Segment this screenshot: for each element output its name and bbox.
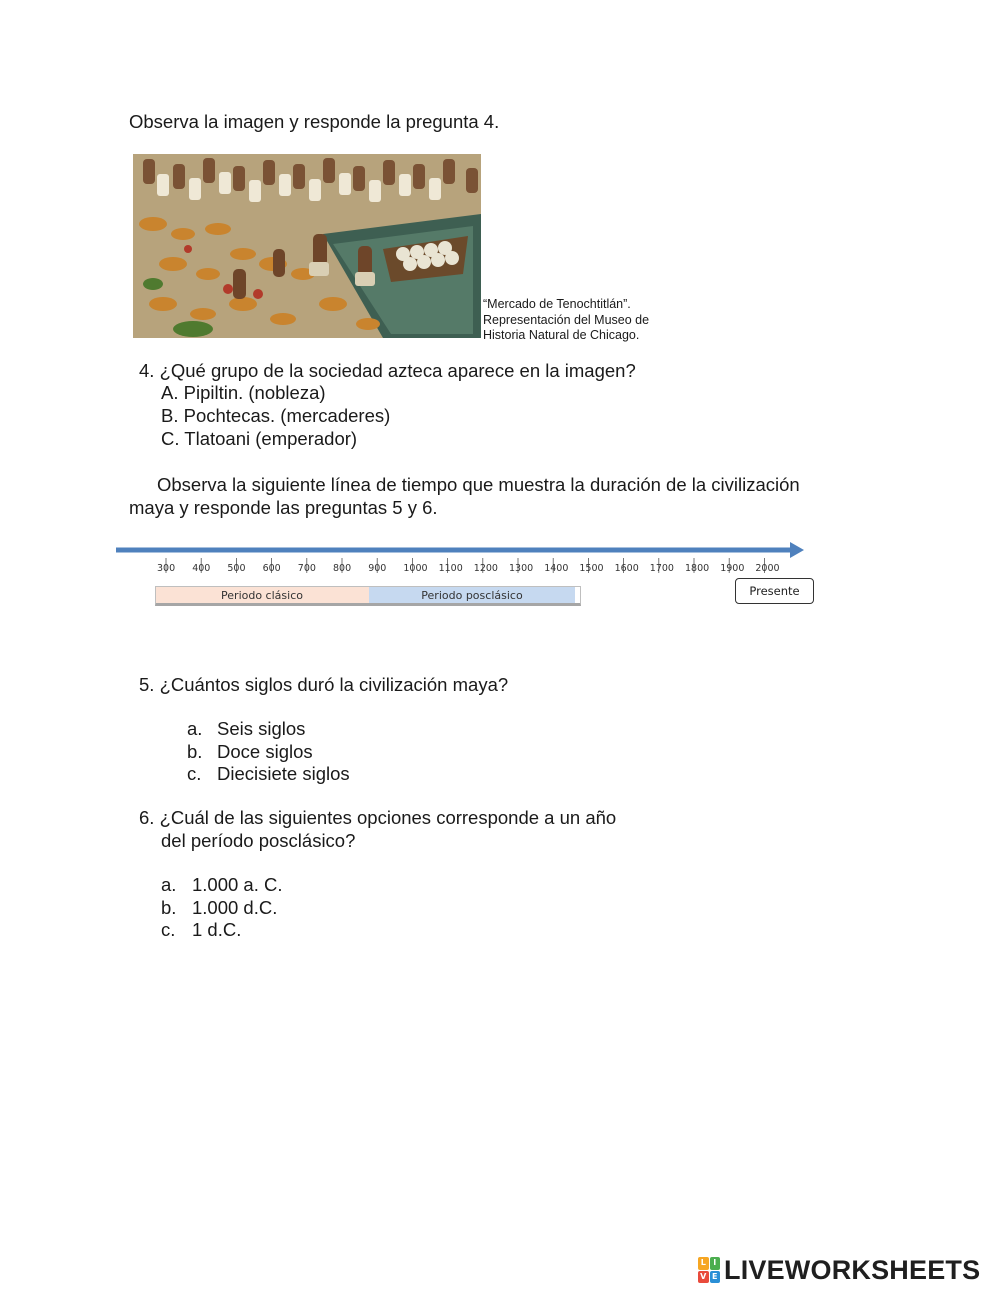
q6-option-b[interactable]: 1.000 d.C. [192,897,278,918]
timeline-tick-label: 1100 [438,563,463,574]
q5-option-a[interactable]: Seis siglos [217,718,306,739]
intro-text-image: Observa la imagen y responde la pregunta 4. [129,111,500,132]
timeline-ticks [157,558,780,574]
timeline-tick-label: 400 [192,563,211,574]
q4-option-b[interactable]: B. Pochtecas. (mercaderes) [161,405,391,426]
period-postclassic: Periodo posclásico [369,586,575,606]
timeline-axis [110,535,830,585]
timeline-tick-label: 700 [297,563,316,574]
logo-mark-cell: E [710,1271,721,1284]
intro-text-timeline-line1: Observa la siguiente línea de tiempo que muestra la duración de la civilización [157,474,800,495]
q6-option-c-letter: c. [161,919,176,940]
present-box: Presente [735,578,814,604]
timeline-tick-label: 1300 [509,563,534,574]
q4-option-c[interactable]: C. Tlatoani (emperador) [161,428,358,449]
logo-mark-cell: I [710,1257,721,1270]
timeline-arrow-head [790,542,804,558]
market-photo [133,154,481,338]
logo-text: LIVEWORKSHEETS [724,1255,981,1285]
q6-option-b-letter: b. [161,897,177,918]
timeline-tick-label: 1200 [473,563,498,574]
q6-option-a-letter: a. [161,874,177,895]
timeline-tick-label: 500 [227,563,246,574]
period-classic: Periodo clásico [155,586,369,606]
timeline-tick-label: 1500 [579,563,604,574]
q5-option-b-letter: b. [187,741,203,762]
q4-option-a[interactable]: A. Pipiltin. (nobleza) [161,382,326,403]
timeline-tick-label: 600 [262,563,281,574]
maya-timeline [110,535,830,615]
logo-mark-cell: V [698,1271,709,1284]
timeline-tick-label: 900 [368,563,387,574]
question-4: 4. ¿Qué grupo de la sociedad azteca aparece en la imagen? [139,360,636,381]
intro-text-timeline-line2: maya y responde las preguntas 5 y 6. [129,497,438,518]
logo-mark-cell: L [698,1257,709,1270]
question-5: 5. ¿Cuántos siglos duró la civilización maya? [139,674,509,695]
question-6-line1: 6. ¿Cuál de las siguientes opciones corresponde a un año [139,807,617,828]
q6-option-a[interactable]: 1.000 a. C. [192,874,283,895]
q5-option-c[interactable]: Diecisiete siglos [217,763,350,784]
timeline-tick-label: 1400 [544,563,569,574]
caption-line: Representación del Museo de [483,312,650,327]
timeline-tick-label: 1700 [649,563,674,574]
question-6-line2: del período posclásico? [161,830,356,851]
timeline-tick-label: 300 [157,563,176,574]
q5-option-c-letter: c. [187,763,202,784]
caption-line: Historia Natural de Chicago. [483,328,640,342]
photo-caption [483,297,649,344]
timeline-tick-label: 2000 [755,563,780,574]
q5-option-a-letter: a. [187,718,203,739]
q5-option-b[interactable]: Doce siglos [217,741,313,762]
q6-option-c[interactable]: 1 d.C. [192,919,242,940]
timeline-tick-label: 1600 [614,563,639,574]
timeline-tick-label: 1900 [720,563,745,574]
timeline-tick-label: 800 [333,563,352,574]
caption-line: “Mercado de Tenochtitlán”. [483,297,631,311]
timeline-tick-label: 1000 [403,563,428,574]
liveworksheets-logo [698,1256,980,1284]
logo-mark-icon [698,1257,720,1283]
timeline-tick-label: 1800 [685,563,710,574]
